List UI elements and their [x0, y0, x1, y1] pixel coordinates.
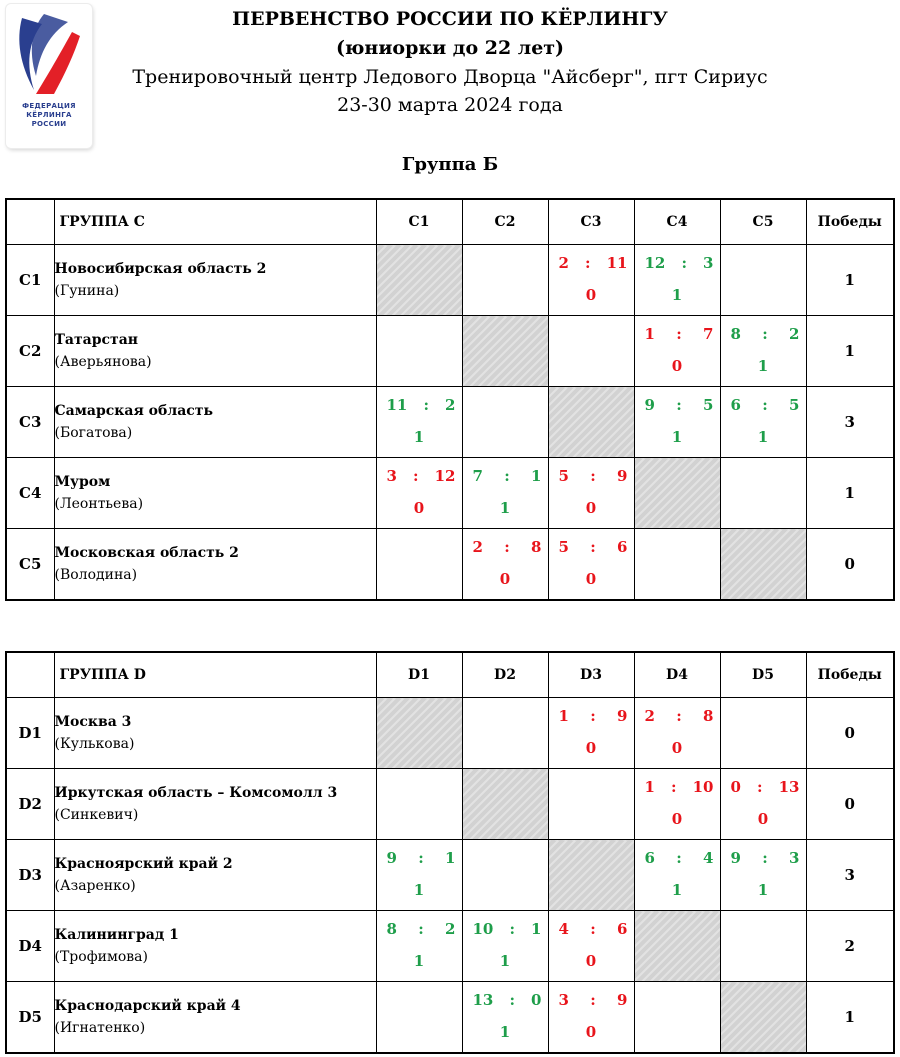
- wins-value: 1: [806, 982, 894, 1054]
- score-own: 6: [644, 849, 655, 867]
- team-cell: [54, 529, 376, 601]
- diagonal-cell: [720, 982, 806, 1054]
- empty-cell: [462, 840, 548, 911]
- wins-value: 3: [806, 387, 894, 458]
- group-c-table: [5, 198, 895, 601]
- team-name: Московская область 2: [54, 545, 239, 561]
- team-code: C3: [6, 387, 54, 458]
- match-point: 1: [499, 499, 511, 517]
- score-separator: :: [509, 991, 515, 1009]
- score-opponent: 9: [617, 467, 628, 485]
- score-opponent: 4: [703, 849, 714, 867]
- wins-value: 2: [806, 911, 894, 982]
- result-cell: [720, 316, 806, 387]
- score-separator: :: [681, 254, 687, 272]
- team-cell: [54, 698, 376, 769]
- wins-value: 1: [806, 316, 894, 387]
- match-point: 1: [499, 1023, 511, 1041]
- result-cell: [548, 529, 634, 601]
- group-name: ГРУППА C: [54, 199, 376, 245]
- diagonal-cell: [376, 698, 462, 769]
- score-own: 6: [730, 396, 741, 414]
- venue-line: Тренировочный центр Ледового Дворца "Айсберг", пгт Сириус: [132, 66, 768, 88]
- table-row: [6, 316, 894, 387]
- match-point: 1: [413, 428, 425, 446]
- score-opponent: 13: [778, 778, 800, 796]
- score-own: 8: [386, 920, 397, 938]
- team-cell: [54, 387, 376, 458]
- team-cell: [54, 911, 376, 982]
- score-opponent: 5: [703, 396, 714, 414]
- team-skip: (Игнатенко): [54, 1020, 146, 1036]
- empty-cell: [634, 529, 720, 601]
- score-line: [463, 911, 548, 939]
- match-point: 0: [671, 739, 683, 757]
- score-opponent: 6: [617, 920, 628, 938]
- team-code: D4: [6, 911, 54, 982]
- wins-value: 1: [806, 245, 894, 316]
- score-opponent: 8: [531, 538, 542, 556]
- score-opponent: 9: [617, 707, 628, 725]
- empty-cell: [720, 911, 806, 982]
- diagonal-cell: [548, 387, 634, 458]
- empty-cell: [376, 316, 462, 387]
- score-line: [721, 840, 806, 868]
- score-separator: :: [757, 778, 763, 796]
- result-cell: [376, 911, 462, 982]
- score-line: [721, 387, 806, 415]
- score-line: [549, 458, 634, 486]
- score-separator: :: [585, 254, 591, 272]
- result-cell: [548, 911, 634, 982]
- group-d-table: [5, 651, 895, 1054]
- score-separator: :: [413, 467, 419, 485]
- team-skip: (Леонтьева): [54, 496, 144, 512]
- score-line: [377, 387, 462, 415]
- team-cell: [54, 982, 376, 1054]
- score-line: [635, 387, 720, 415]
- column-header: D5: [720, 652, 806, 698]
- match-point: 1: [757, 428, 769, 446]
- logo-text-line: ФЕДЕРАЦИЯ: [22, 102, 76, 110]
- team-skip: (Азаренко): [54, 878, 136, 894]
- score-separator: :: [762, 849, 768, 867]
- team-name: Красноярский край 2: [54, 856, 233, 872]
- score-opponent: 0: [531, 991, 542, 1009]
- match-point: 1: [413, 881, 425, 899]
- score-own: 9: [644, 396, 655, 414]
- score-line: [549, 698, 634, 726]
- team-skip: (Гунина): [54, 283, 120, 299]
- match-point: 0: [757, 810, 769, 828]
- score-own: 2: [644, 707, 655, 725]
- table-row: [6, 458, 894, 529]
- score-line: [549, 245, 634, 273]
- match-point: 0: [585, 739, 597, 757]
- score-opponent: 2: [789, 325, 800, 343]
- match-point: 1: [757, 881, 769, 899]
- score-own: 4: [558, 920, 569, 938]
- score-line: [721, 316, 806, 344]
- header-row: [6, 652, 894, 698]
- score-separator: :: [671, 778, 677, 796]
- score-opponent: 8: [703, 707, 714, 725]
- wins-value: 0: [806, 698, 894, 769]
- score-own: 7: [472, 467, 483, 485]
- score-separator: :: [762, 325, 768, 343]
- match-point: 0: [585, 570, 597, 588]
- score-line: [377, 911, 462, 939]
- score-line: [635, 840, 720, 868]
- empty-cell: [548, 316, 634, 387]
- score-line: [377, 458, 462, 486]
- score-opponent: 1: [531, 920, 542, 938]
- score-separator: :: [676, 849, 682, 867]
- empty-cell: [462, 387, 548, 458]
- match-point: 1: [413, 952, 425, 970]
- empty-cell: [720, 458, 806, 529]
- score-own: 12: [644, 254, 666, 272]
- score-own: 5: [558, 467, 569, 485]
- team-name: Москва 3: [54, 714, 132, 730]
- table-row: [6, 911, 894, 982]
- diagonal-cell: [548, 840, 634, 911]
- team-code: C5: [6, 529, 54, 601]
- column-header: C4: [634, 199, 720, 245]
- score-own: 13: [472, 991, 494, 1009]
- empty-cell: [376, 529, 462, 601]
- score-separator: :: [423, 396, 429, 414]
- score-own: 2: [558, 254, 569, 272]
- wins-value: 3: [806, 840, 894, 911]
- result-cell: [376, 387, 462, 458]
- column-header: C3: [548, 199, 634, 245]
- match-point: 0: [671, 357, 683, 375]
- score-own: 1: [558, 707, 569, 725]
- team-skip: (Кулькова): [54, 736, 135, 752]
- match-point: 0: [585, 952, 597, 970]
- empty-cell: [634, 982, 720, 1054]
- score-separator: :: [504, 538, 510, 556]
- score-own: 0: [730, 778, 741, 796]
- corner-cell: [6, 652, 54, 698]
- score-separator: :: [590, 707, 596, 725]
- diagonal-cell: [376, 245, 462, 316]
- team-code: D5: [6, 982, 54, 1054]
- team-name: Краснодарский край 4: [54, 998, 241, 1014]
- score-line: [549, 982, 634, 1010]
- empty-cell: [376, 769, 462, 840]
- score-own: 3: [386, 467, 397, 485]
- header-row: [6, 199, 894, 245]
- match-point: 1: [671, 286, 683, 304]
- score-own: 10: [472, 920, 494, 938]
- team-cell: [54, 316, 376, 387]
- score-line: [635, 698, 720, 726]
- group-title: Группа Б: [401, 154, 499, 175]
- page-subtitle: (юниорки до 22 лет): [335, 37, 565, 59]
- match-point: 0: [671, 810, 683, 828]
- diagonal-cell: [720, 529, 806, 601]
- team-name: Муром: [54, 474, 111, 490]
- column-header: D4: [634, 652, 720, 698]
- empty-cell: [720, 698, 806, 769]
- score-separator: :: [762, 396, 768, 414]
- empty-cell: [462, 698, 548, 769]
- score-line: [549, 529, 634, 557]
- table-row: [6, 698, 894, 769]
- match-point: 1: [671, 881, 683, 899]
- wins-header: Победы: [806, 199, 894, 245]
- team-code: C2: [6, 316, 54, 387]
- score-separator: :: [504, 467, 510, 485]
- match-point: 0: [499, 570, 511, 588]
- score-separator: :: [590, 467, 596, 485]
- score-separator: :: [590, 538, 596, 556]
- score-line: [463, 529, 548, 557]
- logo-text-line: КЁРЛИНГА: [26, 111, 72, 119]
- wins-header: Победы: [806, 652, 894, 698]
- table-row: [6, 982, 894, 1054]
- column-header: C1: [376, 199, 462, 245]
- score-opponent: 12: [434, 467, 456, 485]
- result-cell: [548, 698, 634, 769]
- column-header: D1: [376, 652, 462, 698]
- score-opponent: 2: [445, 396, 456, 414]
- result-cell: [634, 769, 720, 840]
- score-own: 5: [558, 538, 569, 556]
- team-skip: (Трофимова): [54, 949, 148, 965]
- score-own: 1: [644, 325, 655, 343]
- result-cell: [720, 387, 806, 458]
- empty-cell: [376, 982, 462, 1054]
- result-cell: [376, 458, 462, 529]
- column-header: D2: [462, 652, 548, 698]
- score-own: 9: [386, 849, 397, 867]
- team-cell: [54, 769, 376, 840]
- score-own: 8: [730, 325, 741, 343]
- score-opponent: 5: [789, 396, 800, 414]
- column-header: C2: [462, 199, 548, 245]
- wins-value: 0: [806, 529, 894, 601]
- match-point: 0: [585, 499, 597, 517]
- group-name: ГРУППА D: [54, 652, 376, 698]
- score-opponent: 2: [445, 920, 456, 938]
- score-opponent: 9: [617, 991, 628, 1009]
- team-cell: [54, 458, 376, 529]
- page-title: ПЕРВЕНСТВО РОССИИ ПО КЁРЛИНГУ: [232, 8, 668, 30]
- result-cell: [634, 840, 720, 911]
- team-name: Татарстан: [54, 332, 139, 348]
- diagonal-cell: [462, 769, 548, 840]
- result-cell: [548, 245, 634, 316]
- score-line: [463, 458, 548, 486]
- score-own: 2: [472, 538, 483, 556]
- result-cell: [548, 982, 634, 1054]
- result-cell: [462, 911, 548, 982]
- dates-line: 23-30 марта 2024 года: [337, 94, 563, 116]
- result-cell: [634, 698, 720, 769]
- empty-cell: [462, 245, 548, 316]
- score-separator: :: [418, 849, 424, 867]
- score-line: [635, 769, 720, 797]
- team-code: D2: [6, 769, 54, 840]
- match-point: 1: [757, 357, 769, 375]
- diagonal-cell: [462, 316, 548, 387]
- table-row: [6, 387, 894, 458]
- result-cell: [720, 769, 806, 840]
- team-code: C1: [6, 245, 54, 316]
- result-cell: [548, 458, 634, 529]
- result-cell: [634, 387, 720, 458]
- score-opponent: 7: [703, 325, 714, 343]
- score-separator: :: [590, 991, 596, 1009]
- logo-text-line: РОССИИ: [31, 120, 67, 128]
- team-name: Калининград 1: [54, 927, 179, 943]
- score-own: 3: [558, 991, 569, 1009]
- team-cell: [54, 245, 376, 316]
- result-cell: [634, 316, 720, 387]
- score-separator: :: [590, 920, 596, 938]
- column-header: C5: [720, 199, 806, 245]
- table-row: [6, 245, 894, 316]
- team-name: Новосибирская область 2: [54, 261, 267, 277]
- match-point: 1: [671, 428, 683, 446]
- result-cell: [720, 840, 806, 911]
- score-separator: :: [676, 325, 682, 343]
- score-own: 11: [386, 396, 408, 414]
- score-opponent: 3: [703, 254, 714, 272]
- team-name: Иркутская область – Комсомолл 3: [54, 785, 338, 801]
- score-separator: :: [676, 396, 682, 414]
- score-separator: :: [676, 707, 682, 725]
- team-skip: (Володина): [54, 567, 138, 583]
- match-point: 1: [499, 952, 511, 970]
- diagonal-cell: [634, 458, 720, 529]
- table-row: [6, 529, 894, 601]
- team-skip: (Аверьянова): [54, 354, 152, 370]
- team-cell: [54, 840, 376, 911]
- table-row: [6, 840, 894, 911]
- score-separator: :: [509, 920, 515, 938]
- match-point: 0: [585, 286, 597, 304]
- score-opponent: 1: [531, 467, 542, 485]
- empty-cell: [548, 769, 634, 840]
- result-cell: [462, 529, 548, 601]
- match-point: 0: [413, 499, 425, 517]
- team-code: C4: [6, 458, 54, 529]
- diagonal-cell: [634, 911, 720, 982]
- score-opponent: 1: [445, 849, 456, 867]
- score-line: [377, 840, 462, 868]
- column-header: D3: [548, 652, 634, 698]
- score-opponent: 3: [789, 849, 800, 867]
- score-separator: :: [418, 920, 424, 938]
- table-row: [6, 769, 894, 840]
- team-code: D1: [6, 698, 54, 769]
- wins-value: 0: [806, 769, 894, 840]
- result-cell: [462, 982, 548, 1054]
- score-opponent: 6: [617, 538, 628, 556]
- team-skip: (Синкевич): [54, 807, 139, 823]
- score-own: 9: [730, 849, 741, 867]
- score-own: 1: [644, 778, 655, 796]
- team-name: Самарская область: [54, 403, 213, 419]
- result-cell: [634, 245, 720, 316]
- score-line: [635, 316, 720, 344]
- empty-cell: [720, 245, 806, 316]
- team-skip: (Богатова): [54, 425, 133, 441]
- wins-value: 1: [806, 458, 894, 529]
- match-point: 0: [585, 1023, 597, 1041]
- score-line: [549, 911, 634, 939]
- result-cell: [376, 840, 462, 911]
- score-line: [463, 982, 548, 1010]
- team-code: D3: [6, 840, 54, 911]
- corner-cell: [6, 199, 54, 245]
- score-opponent: 11: [606, 254, 628, 272]
- score-line: [721, 769, 806, 797]
- result-cell: [462, 458, 548, 529]
- score-opponent: 10: [692, 778, 714, 796]
- score-line: [635, 245, 720, 273]
